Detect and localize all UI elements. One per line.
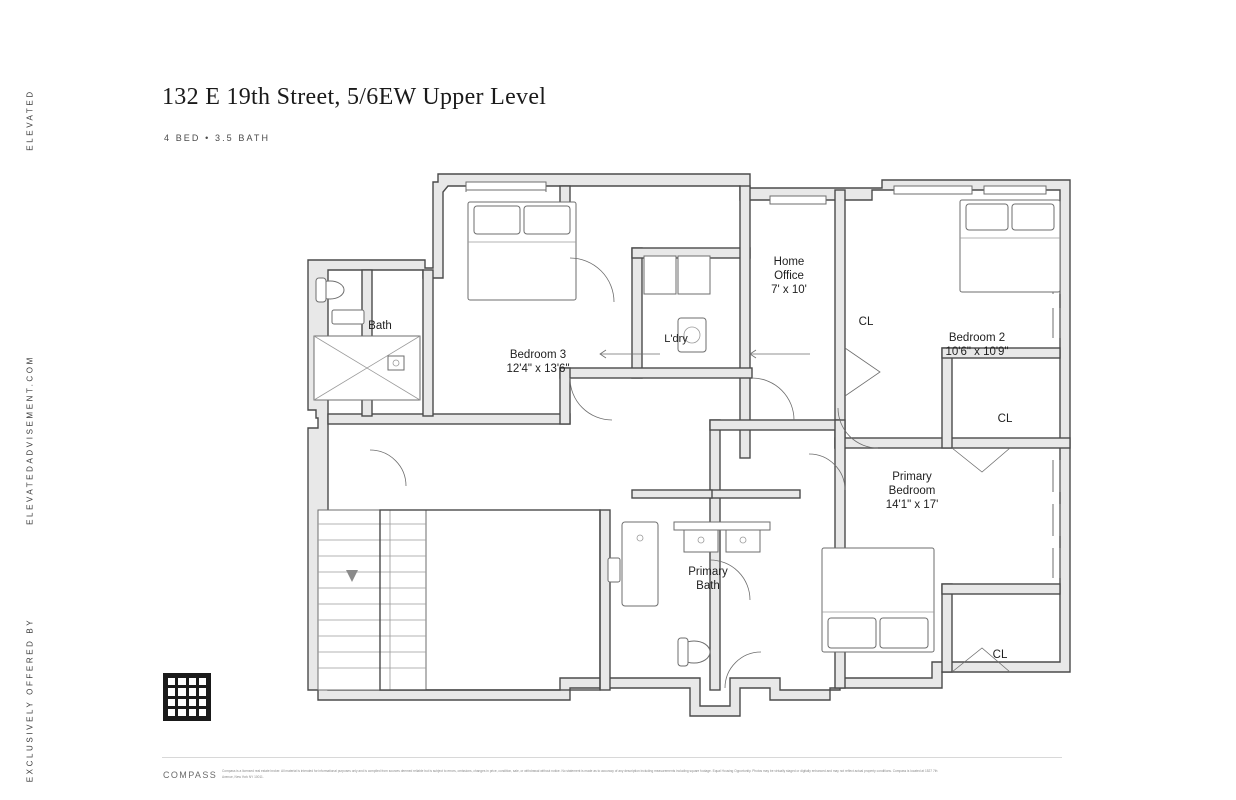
rail-brand-elevated: ELEVATED	[25, 89, 35, 151]
left-rail	[0, 0, 60, 800]
compass-logo: COMPASS	[163, 770, 218, 780]
room-label-laundry	[664, 332, 688, 346]
footer-divider	[162, 757, 1062, 758]
room-dimensions: 12'4" x 13'6"	[506, 363, 570, 375]
room-label-bedroom-3	[506, 348, 569, 376]
room-label-primary-bath	[688, 565, 728, 593]
room-dimensions: 14'1" x 17'	[885, 499, 939, 511]
room-label-closet-2	[998, 412, 1013, 426]
room-name-line1: Primary	[892, 471, 932, 483]
room-label-primary-bedroom	[886, 470, 939, 512]
room-label-closet-1	[859, 315, 874, 329]
stairs	[318, 510, 426, 690]
page-subtitle: 4 BED • 3.5 BATH	[164, 133, 271, 143]
room-name-line1: Home	[773, 256, 805, 268]
room-label-bath	[368, 319, 392, 333]
floor-plan	[270, 160, 1090, 725]
room-name: Bedroom 3	[509, 349, 567, 361]
room-name: CL	[858, 316, 874, 328]
room-name-line1: Primary	[688, 566, 728, 578]
floor-plan-svg	[270, 160, 1090, 720]
room-label-home-office	[771, 255, 807, 297]
room-name: CL	[997, 413, 1013, 425]
rail-offered-by: EXCLUSIVELY OFFERED BY	[25, 617, 35, 783]
room-name-line2: Bedroom	[888, 485, 936, 497]
primary-bath-fixtures	[608, 522, 770, 666]
primary-bedroom-furniture	[822, 548, 934, 652]
room-name: CL	[992, 649, 1008, 661]
elevated-logo-icon	[163, 673, 211, 721]
room-name-line2: Office	[774, 270, 804, 282]
room-dimensions: 7' x 10'	[771, 284, 807, 296]
room-name: L'dry	[664, 333, 688, 345]
room-name: Bedroom 2	[948, 332, 1006, 344]
room-dimensions: 10'6" x 10'9"	[945, 346, 1009, 358]
bedroom3-furniture	[468, 202, 576, 300]
page-title: 132 E 19th Street, 5/6EW Upper Level	[162, 84, 547, 110]
room-name: Bath	[368, 320, 392, 332]
bedroom2-furniture	[960, 200, 1060, 292]
room-label-bedroom-2	[945, 331, 1008, 359]
room-name-line2: Bath	[696, 580, 720, 592]
rail-website: ELEVATEDADVISEMENT.COM	[25, 355, 35, 525]
legal-disclaimer: Compass is a licensed real estate broker. All material is intended for informational purposes only and is compiled from sources deemed reliable but is subject to errors, omissions, changes in price, condition, sale, or withdrawal without notice. No statement is made as to accuracy of any description including measurements including square footage. Equal Housing Opportunity. Photos may be virtually staged or digitally enhanced and may not reflect actual property conditions. Compass is located at 1527 7th Avenue, New York NY 10011.	[222, 769, 938, 779]
room-label-closet-3	[993, 648, 1008, 662]
